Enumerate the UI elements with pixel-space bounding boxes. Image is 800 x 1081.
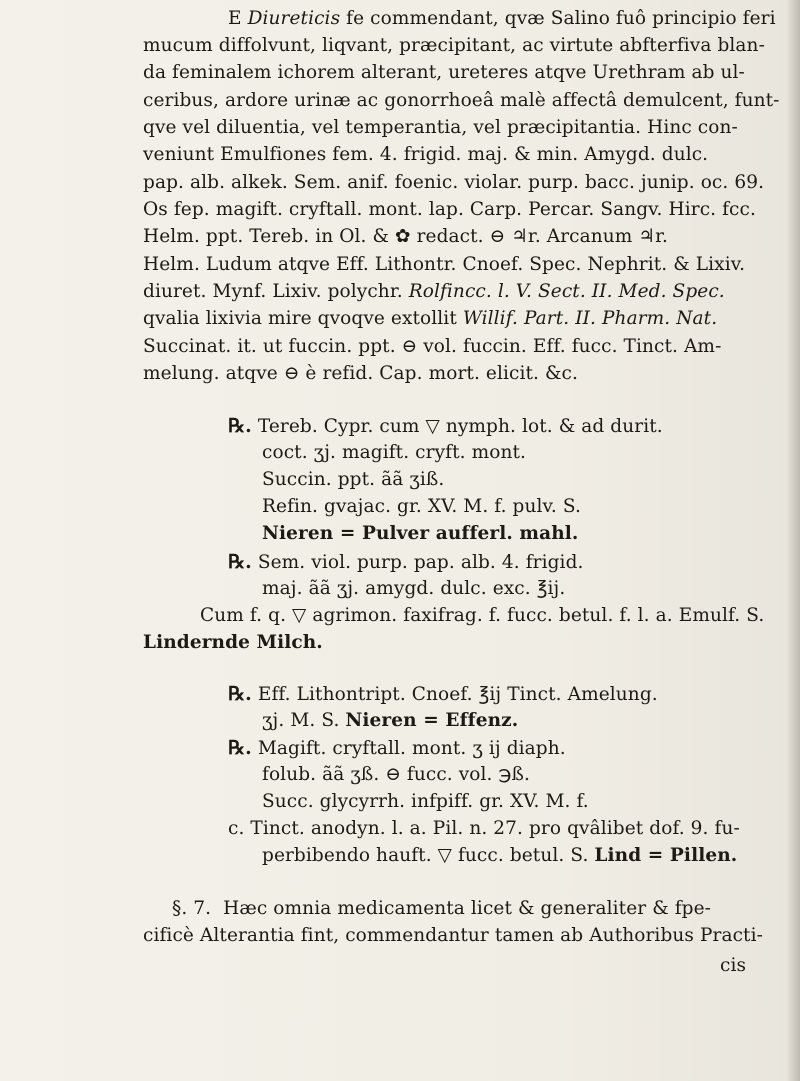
text-line: veniunt Emulfiones fem. 4. frigid. maj. & min. Amygd. dulc. — [143, 144, 709, 165]
recipe-line: Refin. gvajac. gr. XV. M. f. pulv. S. — [262, 496, 581, 517]
text-line: diuret. Mynf. Lixiv. polychr. Rolfincc. l. V. Sect. II. Med. Spec. — [143, 281, 725, 302]
recipe-label: Nieren = Effenz. — [345, 710, 519, 731]
recipe-line: perbibendo hauft. ▽ fucc. betul. S. Lind = Pillen. — [262, 845, 738, 866]
recipe-symbol: ℞. — [228, 415, 252, 437]
recipe-symbol: ℞. — [228, 551, 252, 573]
recipe-label: Nieren = Pulver aufferl. mahl. — [262, 523, 579, 544]
recipe-line: ℞. Eff. Lithontript. Cnoef. ℥ij Tinct. Amelung. — [228, 683, 658, 705]
recipe-line: ℞. Magift. cryftall. mont. ʒ ij diaph. — [228, 737, 566, 759]
recipe-label: Lindernde Milch. — [143, 632, 323, 653]
text-line: ceribus, ardore urinæ ac gonorrhoeâ malè affectâ demulcent, funt- — [143, 90, 780, 111]
text-line: Helm. Ludum atqve Eff. Lithontr. Cnoef. Spec. Nephrit. & Lixiv. — [143, 254, 746, 275]
italic-term: Diureticis — [247, 8, 341, 29]
text-line: melung. atqve ⊖ è refid. Cap. mort. elicit. &c. — [143, 363, 578, 384]
catchword: cis — [720, 955, 747, 976]
recipe-line: maj. ãã ʒj. amygd. dulc. exc. ℥ij. — [262, 578, 566, 599]
recipe-line: Cum f. q. ▽ agrimon. faxifrag. f. fucc. betul. f. l. a. Emulf. S. — [200, 605, 765, 626]
recipe-line: ℞. Tereb. Cypr. cum ▽ nymph. lot. & ad durit. — [228, 415, 663, 437]
section-line: §. 7. Hæc omnia medicamenta licet & generaliter & fpe- — [172, 898, 712, 919]
text-line: E Diureticis fe commendant, qvæ Salino fuô principio feri — [228, 8, 776, 29]
text-line: da feminalem ichorem alterant, ureteres atqve Urethram ab ul- — [143, 62, 745, 83]
text-line: qve vel diluentia, vel temperantia, vel præcipitantia. Hinc con- — [143, 117, 738, 138]
recipe-label: Lind = Pillen. — [594, 845, 738, 866]
text-line: pap. alb. alkek. Sem. anif. foenic. violar. purp. bacc. junip. oc. 69. — [143, 172, 765, 193]
text-line: qvalia lixivia mire qvoqve extollit Willif. Part. II. Pharm. Nat. — [143, 308, 718, 329]
section-number: §. 7. — [172, 898, 212, 919]
recipe-line: coct. ʒj. magift. cryft. mont. — [262, 442, 526, 463]
recipe-line: Succ. glycyrrh. infpiff. gr. XV. M. f. — [262, 791, 589, 812]
text-line: Succinat. it. ut fuccin. ppt. ⊖ vol. fuccin. Eff. fucc. Tinct. Am- — [143, 336, 722, 357]
section-line: cificè Alterantia fint, commendantur tamen ab Authoribus Practi- — [143, 925, 763, 946]
italic-reference: Rolfincc. l. V. Sect. II. Med. Spec. — [408, 281, 725, 302]
recipe-line: c. Tinct. anodyn. l. a. Pil. n. 27. pro qvâlibet dof. 9. fu- — [228, 818, 740, 839]
recipe-symbol: ℞. — [228, 737, 252, 759]
italic-reference: Willif. Part. II. Pharm. Nat. — [462, 308, 718, 329]
recipe-line: ℞. Sem. viol. purp. pap. alb. 4. frigid. — [228, 551, 584, 573]
recipe-symbol: ℞. — [228, 683, 252, 705]
recipe-line: folub. ãã ʒß. ⊖ fucc. vol. ℈ß. — [262, 764, 530, 785]
text-line: Os fep. magift. cryftall. mont. lap. Carp. Percar. Sangv. Hirc. fcc. — [143, 199, 756, 220]
page-edge-shadow — [786, 0, 800, 1081]
recipe-line: Succin. ppt. ãã ʒiß. — [262, 469, 445, 490]
text-line: Helm. ppt. Tereb. in Ol. & ✿ redact. ⊖ ♃r. Arcanum ♃r. — [143, 226, 668, 247]
text-line: mucum diffolvunt, liqvant, præcipitant, ac virtute abfterfiva blan- — [143, 35, 765, 56]
recipe-line: ʒj. M. S. Nieren = Effenz. — [262, 710, 519, 731]
